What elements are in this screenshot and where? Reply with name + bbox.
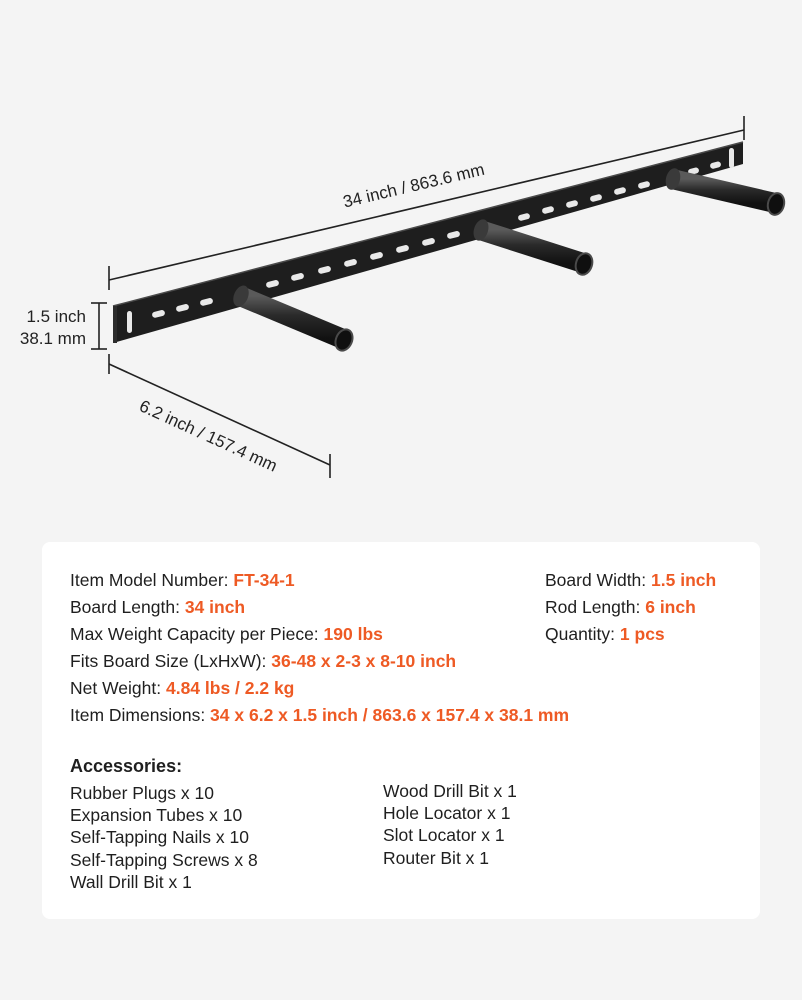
accessory-item: Hole Locator x 1 [383,803,511,824]
accessory-item: Wall Drill Bit x 1 [70,871,192,892]
accessory-item: Self-Tapping Nails x 10 [70,827,249,848]
height-dimension-line [91,303,107,349]
plate-end-slot [127,311,132,333]
spec-rod-length [545,594,696,621]
spec-quantity [545,621,665,648]
spec-board-length [70,594,245,621]
accessory-item: Rubber Plugs x 10 [70,783,214,803]
support-rod [664,167,787,217]
spec-value: 34 x 6.2 x 1.5 inch / 863.6 x 157.4 x 38.1 mm [210,705,570,725]
spec-value: 1 pcs [619,624,665,644]
accessory-item: Slot Locator x 1 [383,825,505,846]
spec-board-width [545,567,716,594]
spec-card [42,542,760,919]
spec-label: Fits Board Size (LxHxW): [70,651,272,671]
spec-value: 6 inch [645,597,696,617]
length-label: 34 inch / 863.6 mm [341,159,487,212]
support-rod [471,217,595,277]
length-dimension-line [109,116,744,290]
spec-value: FT-34-1 [233,570,295,590]
spec-label: Item Model Number: [70,570,234,590]
spec-value: 34 inch [184,597,246,617]
spec-value: 190 lbs [323,624,383,644]
accessories-title: Accessories: [70,756,183,776]
spec-label: Net Weight: [70,678,166,698]
spec-label: Board Length: [70,597,185,617]
plate-end-slot [729,148,734,168]
height-mm-label: 38.1 mm [19,329,86,348]
support-rod [230,283,355,353]
spec-net-weight [70,675,294,702]
accessories-list-left [70,782,258,893]
accessory-item: Router Bit x 1 [383,847,490,868]
height-inch-label: 1.5 inch [26,307,86,326]
spec-label: Max Weight Capacity per Piece: [70,624,324,644]
spec-label: Item Dimensions: [70,705,211,725]
spec-label: Quantity: [545,624,620,644]
spec-value: 1.5 inch [651,570,717,590]
spec-value: 36-48 x 2-3 x 8-10 inch [271,651,457,671]
spec-label: Rod Length: [545,597,646,617]
accessories-list-right [383,780,517,869]
spec-label: Board Width: [545,570,652,590]
spec-value: 4.84 lbs / 2.2 kg [165,678,295,698]
spec-model [70,567,295,594]
spec-item-dimensions [70,702,569,729]
spec-fits-board [70,648,456,675]
accessory-item: Self-Tapping Screws x 8 [70,849,258,870]
accessory-item: Expansion Tubes x 10 [70,805,243,826]
spec-max-weight [70,621,383,648]
accessory-item: Wood Drill Bit x 1 [383,781,517,801]
depth-label: 6.2 inch / 157.4 mm [136,396,281,476]
